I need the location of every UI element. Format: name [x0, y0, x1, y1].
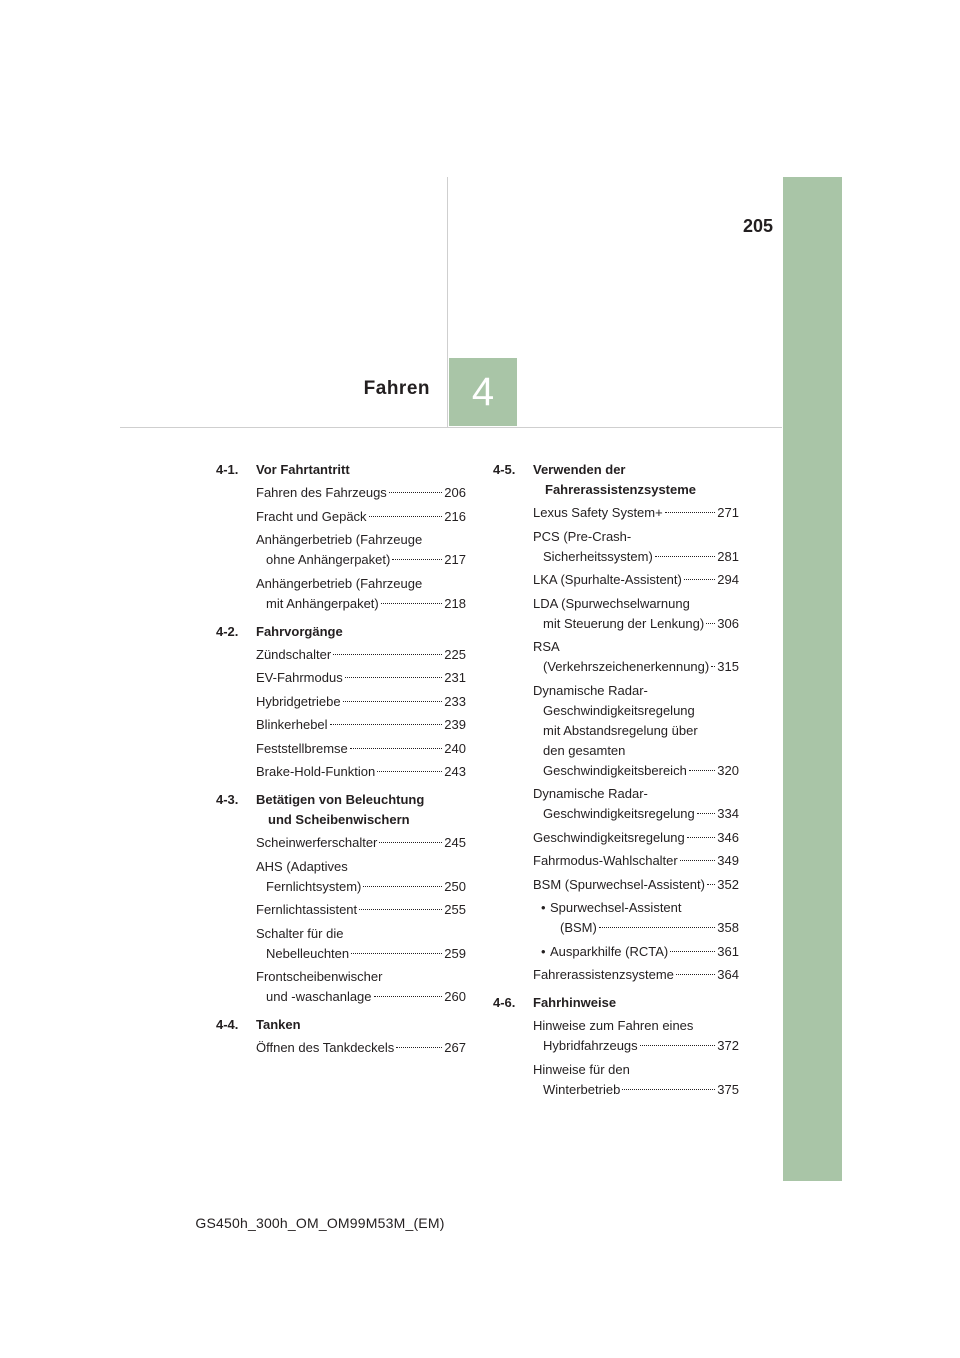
entry-page-number: 375 [717, 1081, 739, 1097]
section-title [256, 622, 466, 642]
section-heading [216, 622, 466, 642]
entry-title-line: Fracht und Gepäck [256, 508, 367, 524]
entry-title-line: BSM (Spurwechsel-Assistent) [533, 876, 705, 892]
entry-page-number: 225 [444, 646, 466, 662]
dot-leader [676, 974, 715, 975]
entry-title-line: und -waschanlage [266, 989, 372, 1004]
entry-title-line: Fahren des Fahrzeugs [256, 485, 387, 500]
entry-page-number: 260 [444, 989, 466, 1004]
dot-leader [374, 996, 443, 997]
entry-last-line [256, 900, 466, 920]
toc-entry[interactable] [533, 1016, 739, 1056]
entry-title-line: Hinweise für den [533, 1061, 630, 1077]
entry-page-number: 267 [444, 1040, 466, 1055]
entry-title-line: Fahrmodus-Wahlschalter [533, 853, 678, 868]
dot-leader [622, 1089, 715, 1090]
dot-leader [396, 1047, 442, 1048]
entry-last-line [256, 594, 466, 614]
bullet-icon: • [541, 900, 546, 915]
dot-leader [665, 512, 716, 513]
entry-title-line: Zündschalter [256, 646, 332, 662]
section-number: 4-3. [216, 792, 239, 807]
entry-last-line [533, 657, 739, 677]
toc-entry[interactable] [533, 1060, 739, 1100]
entry-last-line [533, 965, 739, 985]
section-title-line: Fahrerassistenzsysteme [545, 482, 697, 497]
toc-entry[interactable] [533, 527, 739, 567]
entry-page-number: 240 [444, 740, 466, 756]
entry-last-line [533, 547, 739, 567]
section-number: 4-4. [216, 1017, 239, 1032]
chapter-title: Fahren [363, 378, 430, 399]
entry-title-line: Spurwechsel-Assistent [550, 900, 682, 915]
toc-entry[interactable] [541, 898, 739, 938]
dot-leader [343, 701, 443, 702]
toc-entry[interactable] [256, 833, 466, 853]
section-number: 4-6. [493, 995, 516, 1010]
entry-page-number: 306 [717, 615, 739, 631]
entry-title-line: Feststellbremse [256, 740, 348, 756]
toc-entry[interactable] [256, 739, 466, 759]
entry-title-line: RSA [533, 639, 560, 654]
toc-section [216, 1015, 466, 1058]
entry-page-number: 372 [717, 1038, 739, 1053]
entry-title-line: Lexus Safety System+ [533, 505, 663, 520]
toc-entry[interactable] [256, 530, 466, 570]
entry-last-line [550, 942, 739, 962]
toc-section [216, 622, 466, 783]
dot-leader [711, 666, 715, 667]
entry-title-line: Sicherheitssystem) [543, 548, 653, 564]
dot-leader [640, 1045, 716, 1046]
dot-leader [599, 927, 715, 928]
entry-title-line: AHS (Adaptives [256, 858, 348, 874]
entry-last-line [256, 483, 466, 503]
entry-title-line: Geschwindigkeitsregelung [543, 806, 695, 821]
entry-page-number: 352 [717, 876, 739, 892]
entry-last-line [256, 739, 466, 759]
entry-title-line: Nebelleuchten [266, 945, 350, 961]
entry-page-number: 217 [444, 552, 466, 567]
entry-page-number: 216 [444, 508, 466, 524]
entry-title-line: Hinweise zum Fahren eines [533, 1018, 694, 1033]
dot-leader [687, 837, 716, 838]
entry-title-line: Dynamische Radar- [533, 786, 648, 801]
entry-title-line: Scheinwerferschalter [256, 835, 378, 850]
entry-page-number: 364 [717, 967, 739, 982]
entry-title-line: Hybridfahrzeugs [543, 1038, 638, 1053]
dot-leader [359, 909, 442, 910]
toc-entry[interactable] [256, 924, 466, 964]
toc-entry[interactable] [256, 692, 466, 712]
entry-title-line: Fernlichtassistent [256, 902, 358, 917]
entry-title-line: LDA (Spurwechselwarnung [533, 595, 690, 611]
entry-last-line [533, 804, 739, 824]
dot-leader [330, 724, 443, 725]
entry-title-line: Ausparkhilfe (RCTA) [550, 943, 669, 959]
toc-entry[interactable] [533, 875, 739, 895]
entry-last-line [533, 875, 739, 895]
entry-title-line: Winterbetrieb [543, 1081, 621, 1097]
dot-leader [379, 842, 442, 843]
entry-title-line: den gesamten [543, 742, 626, 758]
entry-last-line [256, 762, 466, 782]
toc-section [216, 460, 466, 614]
dot-leader [350, 748, 443, 749]
section-title [533, 993, 739, 1013]
entry-page-number: 255 [444, 902, 466, 917]
entry-page-number: 233 [444, 693, 466, 709]
section-title [533, 460, 739, 500]
entry-page-number: 361 [717, 943, 739, 959]
entry-page-number: 250 [444, 878, 466, 894]
entry-page-number: 315 [717, 659, 739, 674]
entry-last-line [533, 503, 739, 523]
entry-last-line [256, 1038, 466, 1058]
entry-page-number: 281 [717, 548, 739, 564]
chapter-number-box: 4 [449, 358, 517, 426]
entry-last-line [256, 692, 466, 712]
dot-leader [333, 654, 442, 655]
entry-last-line [256, 645, 466, 665]
entry-last-line [533, 761, 739, 781]
entry-last-line [533, 570, 739, 590]
section-heading [493, 460, 739, 500]
entry-page-number: 346 [717, 829, 739, 845]
entry-last-line [256, 668, 466, 688]
dot-leader [363, 886, 442, 887]
entry-title-line: Anhängerbetrieb (Fahrzeuge [256, 575, 423, 591]
toc-section [493, 993, 739, 1100]
header-vertical-rule [447, 177, 448, 427]
entry-page-number: 259 [444, 945, 466, 961]
entry-page-number: 349 [717, 853, 739, 868]
entry-page-number: 231 [444, 670, 466, 685]
toc-entry[interactable] [256, 857, 466, 897]
entry-title-line: Geschwindigkeitsbereich [543, 762, 687, 778]
entry-page-number: 358 [717, 920, 739, 935]
dot-leader [684, 579, 715, 580]
entry-last-line [533, 1080, 739, 1100]
dot-leader [707, 884, 715, 885]
entry-last-line [533, 851, 739, 871]
header-horizontal-rule [120, 427, 782, 428]
entry-last-line [256, 507, 466, 527]
entry-title-line: Fahrerassistenzsysteme [533, 967, 674, 982]
dot-leader [670, 951, 715, 952]
entry-title-line: Dynamische Radar- [533, 682, 648, 698]
toc-entry[interactable] [256, 900, 466, 920]
toc-entry[interactable] [256, 483, 466, 503]
dot-leader [680, 860, 716, 861]
toc-section [493, 460, 739, 985]
entry-last-line [533, 828, 739, 848]
section-title-line: Betätigen von Beleuchtung [256, 792, 425, 807]
entry-title-line: Frontscheibenwischer [256, 969, 383, 984]
entry-title-line: (BSM) [560, 920, 597, 935]
entry-title-line: Geschwindigkeitsregelung [543, 702, 695, 718]
entry-last-line [256, 987, 466, 1007]
section-number: 4-1. [216, 462, 239, 477]
section-title-line: Vor Fahrtantritt [256, 462, 350, 477]
entry-page-number: 243 [444, 764, 466, 779]
entry-title-line: Schalter für die [256, 925, 344, 941]
dot-leader [351, 953, 442, 954]
toc-entry[interactable] [256, 762, 466, 782]
entry-last-line [256, 550, 466, 570]
dot-leader [369, 516, 443, 517]
toc-column-right [493, 460, 739, 1108]
section-title-line: und Scheibenwischern [268, 812, 410, 827]
entry-last-line [533, 1036, 739, 1056]
section-title [256, 460, 466, 480]
dot-leader [377, 771, 442, 772]
entry-page-number: 239 [444, 717, 466, 732]
toc-entry[interactable] [533, 784, 739, 824]
entry-page-number: 294 [717, 572, 739, 587]
page-number: 205 [742, 216, 773, 236]
entry-title-line: mit Anhängerpaket) [266, 595, 379, 611]
entry-title-line: mit Abstandsregelung über [543, 722, 698, 738]
entry-last-line [256, 715, 466, 735]
entry-title-line: (Verkehrszeichenerkennung) [543, 659, 710, 674]
entry-page-number: 320 [717, 762, 739, 778]
section-title-line: Fahrvorgänge [256, 623, 343, 639]
section-title [256, 790, 466, 830]
entry-page-number: 271 [717, 505, 739, 520]
entry-title-line: Anhängerbetrieb (Fahrzeuge [256, 532, 423, 547]
section-heading [216, 790, 466, 830]
dot-leader [381, 603, 443, 604]
toc-entry[interactable] [533, 851, 739, 871]
toc-entry[interactable] [256, 507, 466, 527]
toc-entry[interactable] [533, 637, 739, 677]
section-heading [216, 460, 466, 480]
section-title-line: Verwenden der [533, 462, 626, 477]
entry-title-line: Fernlichtsystem) [266, 878, 362, 894]
toc-entry[interactable] [533, 828, 739, 848]
toc-entry[interactable] [533, 570, 739, 590]
section-title-line: Tanken [256, 1017, 301, 1032]
dot-leader [697, 813, 716, 814]
entry-title-line: EV-Fahrmodus [256, 670, 343, 685]
toc-entry[interactable] [256, 715, 466, 735]
entry-page-number: 334 [717, 806, 739, 821]
bullet-icon: • [541, 943, 546, 959]
entry-last-line [550, 918, 739, 938]
entry-title-line: Brake-Hold-Funktion [256, 764, 376, 779]
chapter-side-tab [783, 177, 842, 1181]
section-heading [216, 1015, 466, 1035]
dot-leader [389, 492, 443, 493]
toc-entry[interactable] [533, 503, 739, 523]
entry-title-line: Geschwindigkeitsregelung [533, 829, 685, 845]
toc-section [216, 790, 466, 1007]
entry-title-line: LKA (Spurhalte-Assistent) [533, 572, 682, 587]
entry-last-line [533, 614, 739, 634]
toc-entry[interactable] [256, 645, 466, 665]
entry-last-line [256, 833, 466, 853]
entry-last-line [256, 877, 466, 897]
dot-leader [345, 677, 443, 678]
entry-page-number: 218 [444, 595, 466, 611]
toc-entry[interactable] [256, 967, 466, 1007]
toc-entry[interactable] [533, 681, 739, 781]
entry-title-line: Blinkerhebel [256, 717, 328, 732]
toc-entry[interactable] [541, 942, 739, 962]
dot-leader [689, 770, 716, 771]
toc-entry[interactable] [533, 594, 739, 634]
section-number: 4-2. [216, 623, 239, 639]
entry-title-line: mit Steuerung der Lenkung) [543, 615, 705, 631]
toc-entry[interactable] [256, 668, 466, 688]
entry-title-line: PCS (Pre-Crash- [533, 528, 632, 544]
dot-leader [655, 556, 715, 557]
toc-entry[interactable] [256, 574, 466, 614]
dot-leader [392, 559, 442, 560]
section-title-line: Fahrhinweise [533, 995, 617, 1010]
toc-column-left [216, 460, 466, 1066]
toc-entry[interactable] [256, 1038, 466, 1058]
entry-last-line [256, 944, 466, 964]
entry-title-line: Öffnen des Tankdeckels [256, 1040, 395, 1055]
section-heading [493, 993, 739, 1013]
entry-page-number: 206 [444, 485, 466, 500]
entry-title-line: ohne Anhängerpaket) [266, 552, 391, 567]
footer-doc-code: GS450h_300h_OM_OM99M53M_(EM) [195, 1215, 445, 1231]
toc-entry[interactable] [533, 965, 739, 985]
section-number: 4-5. [493, 462, 516, 477]
dot-leader [706, 623, 715, 624]
entry-page-number: 245 [444, 835, 466, 850]
section-title [256, 1015, 466, 1035]
entry-title-line: Hybridgetriebe [256, 693, 341, 709]
